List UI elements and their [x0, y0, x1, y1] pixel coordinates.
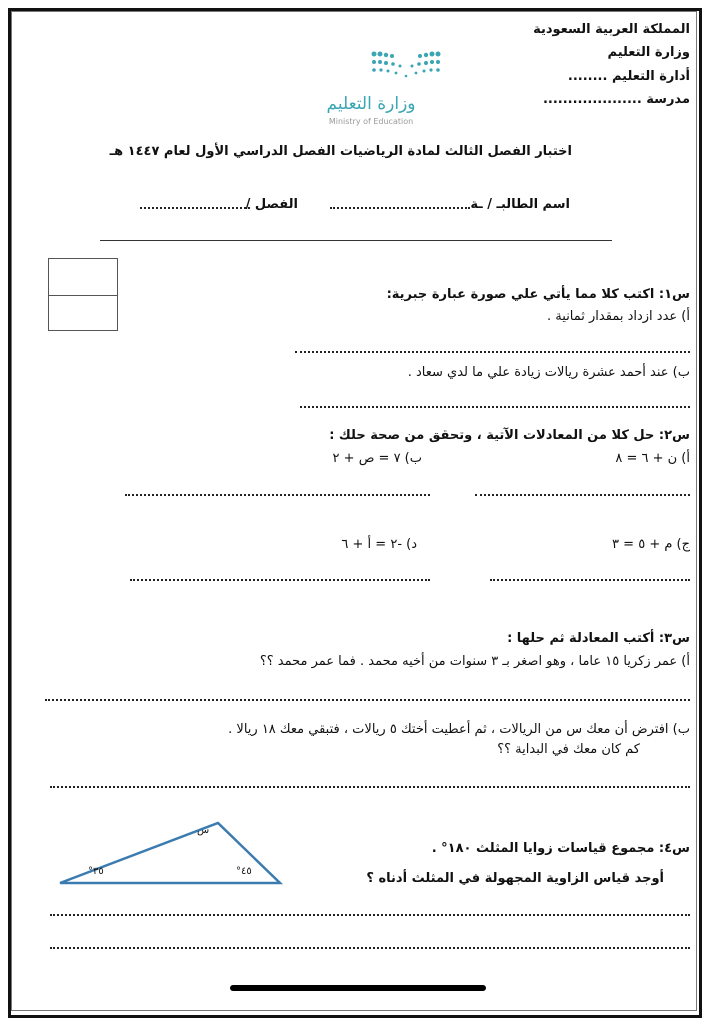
class-field[interactable] [140, 207, 250, 209]
student-name-field[interactable] [330, 207, 470, 209]
q2-d: د) -٢ = أ + ٦ [341, 537, 417, 552]
score-box [48, 258, 118, 331]
q2-b-answer[interactable] [125, 494, 430, 496]
q1-a: أ) عدد ازداد بمقدار ثمانية . [547, 309, 690, 324]
q2-c-answer[interactable] [490, 579, 690, 581]
q3-a: أ) عمر زكريا ١٥ عاما ، وهو اصغر بـ ٣ سنوات من أخيه محمد . فما عمر محمد ؟؟ [259, 654, 690, 669]
header-divider [100, 240, 612, 241]
ministry-logo-icon [370, 50, 442, 82]
header-kingdom: المملكة العربية السعودية [533, 22, 690, 37]
triangle-left-angle: ٣٥° [88, 866, 104, 877]
q1-b: ب) عند أحمد عشرة ريالات زيادة علي ما لدي سعاد . [407, 365, 690, 380]
q4-heading: س٤: مجموع قياسات زوايا المثلث ١٨٠° . [431, 841, 690, 856]
q4-answer-line-1[interactable] [50, 914, 690, 916]
q4-sub: أوجد قياس الزاوية المجهولة في المثلث أدناه ؟ [366, 871, 664, 886]
logo-text-english: Ministry of Education [328, 117, 414, 126]
header-school: مدرسة .................... [542, 92, 690, 107]
logo-text-arabic: وزارة التعليم [326, 94, 416, 114]
q2-d-answer[interactable] [130, 579, 430, 581]
student-name-label: اسم الطالبـ / ـة [470, 197, 570, 212]
q2-b: ب) ٧ = ص + ٢ [332, 451, 422, 466]
home-indicator[interactable] [230, 985, 486, 991]
q2-a: أ) ن + ٦ = ٨ [615, 451, 690, 466]
exam-title: اختبار الفصل الثالث لمادة الرياضيات الفصل الدراسي الأول لعام ١٤٤٧ هـ [109, 144, 572, 159]
triangle-right-angle: ٤٥° [236, 866, 252, 877]
q2-heading: س٢: حل كلا من المعادلات الآتية ، وتحقق من صحة حلك : [329, 428, 690, 443]
header-ministry: وزارة التعليم [607, 45, 690, 60]
q3-b-answer[interactable] [50, 786, 690, 788]
q2-c: ج) م + ٥ = ٣ [612, 537, 690, 552]
q1-a-answer[interactable] [295, 351, 690, 353]
q1-heading: س١: اكتب كلا مما يأتي علي صورة عبارة جبرية: [386, 287, 690, 302]
triangle-top-angle: س [197, 825, 210, 836]
q3-b-line1: ب) افترض أن معك س من الريالات ، ثم أعطيت أختك ٥ ريالات ، فتبقي معك ١٨ ريالا . [228, 722, 690, 737]
q2-a-answer[interactable] [475, 494, 690, 496]
class-label: الفصل / [245, 197, 298, 212]
header-directorate: أدارة التعليم ........ [567, 69, 690, 84]
q4-answer-line-2[interactable] [50, 947, 690, 949]
q1-b-answer[interactable] [300, 406, 690, 408]
q3-a-answer[interactable] [45, 699, 690, 701]
q3-heading: س٣: أكتب المعادلة ثم حلها : [507, 631, 690, 646]
q3-b-line2: كم كان معك في البداية ؟؟ [497, 742, 640, 757]
